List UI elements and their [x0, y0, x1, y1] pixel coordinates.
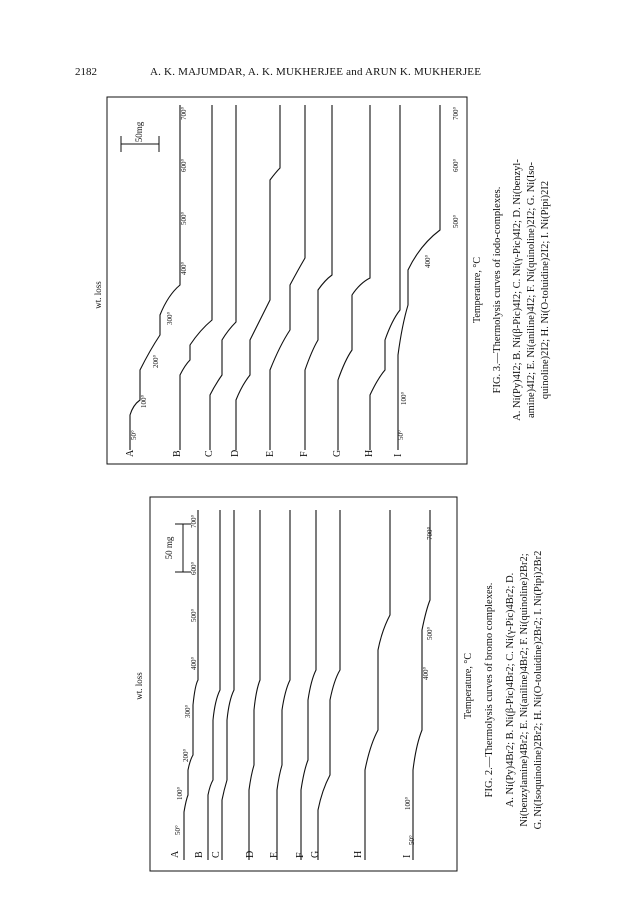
- fig2-curve-i: [413, 510, 430, 860]
- fig2-caption-line2: Ni(benzylamine)4Br2; E. Ni(aniline)4Br2; F. Ni(quinoline)2Br2;: [519, 553, 530, 827]
- fig3-letter-d: D: [230, 449, 241, 457]
- fig2-letter-i: I: [402, 854, 413, 858]
- fig3-caption-line3: quinoline)2I2; H. Ni(O-toluidine)2I2; I. Ni(Pipi)2I2: [540, 180, 551, 400]
- fig3-mark-300: 300°: [166, 311, 174, 325]
- fig3-curve-e: [270, 105, 305, 450]
- fig3-curve-d: [236, 105, 280, 450]
- fig3-i-mark-700: 700°: [452, 106, 460, 120]
- page-number: 2182: [75, 66, 97, 78]
- fig2-mark-50: 50°: [174, 825, 182, 835]
- fig2-letter-a: A: [170, 850, 181, 858]
- fig3-i-mark-600: 600°: [452, 158, 460, 172]
- fig3-mark-500: 500°: [180, 211, 188, 225]
- running-head: A. K. MAJUMDAR, A. K. MUKHERJEE and ARUN K. MUKHERJEE: [150, 66, 482, 78]
- fig3-curve-h: [370, 105, 400, 450]
- fig3-y-axis-label: wt. loss: [93, 281, 103, 309]
- fig3-i-mark-500: 500°: [452, 214, 460, 228]
- fig3-mark-700: 700°: [180, 106, 188, 120]
- fig2-curve-h: [365, 510, 390, 860]
- fig3-caption-line1: A. Ni(Py)4I2; B. Ni(β-Pic)4I2; C. Ni(γ-Pic)4I2; D. Ni(benzyl-: [512, 159, 523, 421]
- figure-2: [134, 497, 544, 871]
- fig2-y-axis-label: wt. loss: [134, 672, 144, 700]
- fig3-temperature-marks: [130, 107, 188, 441]
- fig3-letter-h: H: [364, 449, 375, 457]
- fig2-i-mark-100: 100°: [404, 796, 412, 810]
- fig3-caption-title: FIG. 3.—Thermolysis curves of iodo-complexes.: [492, 186, 503, 394]
- fig3-letter-e: E: [265, 450, 276, 457]
- fig2-mark-700: 700°: [190, 514, 198, 528]
- fig2-letter-h: H: [353, 850, 364, 858]
- fig3-caption-line2: amine)4I2; E. Ni(aniline)4I2; F. Ni(quinoline)2I2; G. Ni(Iso-: [526, 161, 537, 419]
- fig3-scale-label: 50mg: [134, 121, 144, 143]
- fig2-mark-100: 100°: [176, 786, 184, 800]
- fig3-mark-600: 600°: [180, 158, 188, 172]
- fig3-curve-g: [338, 105, 370, 450]
- fig2-caption-line1: A. Ni(Py)4Br2; B. Ni(β-Pic)4Br2; C. Ni(γ-Pic)4Br2; D.: [505, 572, 516, 808]
- fig2-mark-600: 600°: [190, 561, 198, 575]
- fig2-letter-f: F: [295, 852, 306, 858]
- fig2-letter-c: C: [211, 851, 222, 858]
- fig3-caption: [492, 159, 551, 421]
- fig3-i-mark-100: 100°: [400, 391, 408, 405]
- fig3-mark-200: 200°: [152, 354, 160, 368]
- fig2-caption-line3: G. Ni(Isoquinoline)2Br2; H. Ni(O-toluidine)2Br2; I. Ni(Pipi)2Br2: [533, 550, 544, 830]
- fig2-mark-300: 300°: [184, 704, 192, 718]
- fig2-mark-400: 400°: [190, 656, 198, 670]
- fig2-i-mark-500: 500°: [426, 626, 434, 640]
- fig2-curve-c: [222, 510, 234, 860]
- fig3-mark-100: 100°: [140, 394, 148, 408]
- fig2-curve-b: [208, 510, 220, 860]
- fig2-mark-200: 200°: [182, 748, 190, 762]
- fig2-caption-title: FIG. 2.—Thermolysis curves of bromo complexes.: [484, 582, 495, 798]
- fig3-letter-b: B: [172, 450, 183, 457]
- fig3-letter-i: I: [393, 453, 404, 457]
- fig2-curve-e: [277, 510, 290, 860]
- figure-3: [93, 97, 551, 464]
- fig2-curve-letters: [170, 850, 413, 858]
- fig2-letter-b: B: [194, 851, 205, 858]
- fig2-scale-bar: [175, 524, 191, 572]
- fig2-x-axis-label: Temperature, °C: [463, 652, 474, 720]
- fig3-letter-a: A: [125, 449, 136, 457]
- fig2-curve-g: [318, 510, 340, 860]
- fig3-curve-i-marks: [397, 107, 460, 441]
- fig2-i-mark-700: 700°: [426, 526, 434, 540]
- fig2-curve-d: [249, 510, 260, 860]
- fig3-plot-frame: [107, 97, 467, 464]
- fig3-curves: [130, 105, 440, 450]
- fig3-i-mark-50: 50°: [397, 430, 405, 440]
- fig2-letter-d: D: [245, 850, 256, 858]
- fig3-mark-400: 400°: [180, 261, 188, 275]
- fig2-i-mark-50: 50°: [408, 835, 416, 845]
- fig2-temperature-marks: [174, 515, 198, 836]
- fig3-mark-50: 50°: [130, 430, 138, 440]
- fig2-scale-label: 50 mg: [164, 536, 174, 560]
- fig3-letter-f: F: [299, 451, 310, 457]
- fig2-letter-g: G: [310, 850, 321, 858]
- fig3-letter-c: C: [204, 450, 215, 457]
- fig2-mark-500: 500°: [190, 608, 198, 622]
- fig3-i-mark-400: 400°: [424, 254, 432, 268]
- fig2-i-mark-400: 400°: [422, 666, 430, 680]
- fig3-x-axis-label: Temperature, °C: [472, 256, 483, 324]
- fig2-caption: [484, 551, 544, 830]
- fig3-letter-g: G: [332, 449, 343, 457]
- fig2-curves: [184, 510, 430, 860]
- fig3-curve-a: [130, 105, 180, 450]
- fig3-curve-c: [210, 105, 236, 450]
- fig3-curve-b: [180, 105, 212, 450]
- fig2-letter-e: E: [269, 851, 280, 858]
- fig3-curve-f: [305, 105, 332, 450]
- fig2-curve-f: [301, 510, 316, 860]
- fig3-curve-letters: [125, 449, 404, 457]
